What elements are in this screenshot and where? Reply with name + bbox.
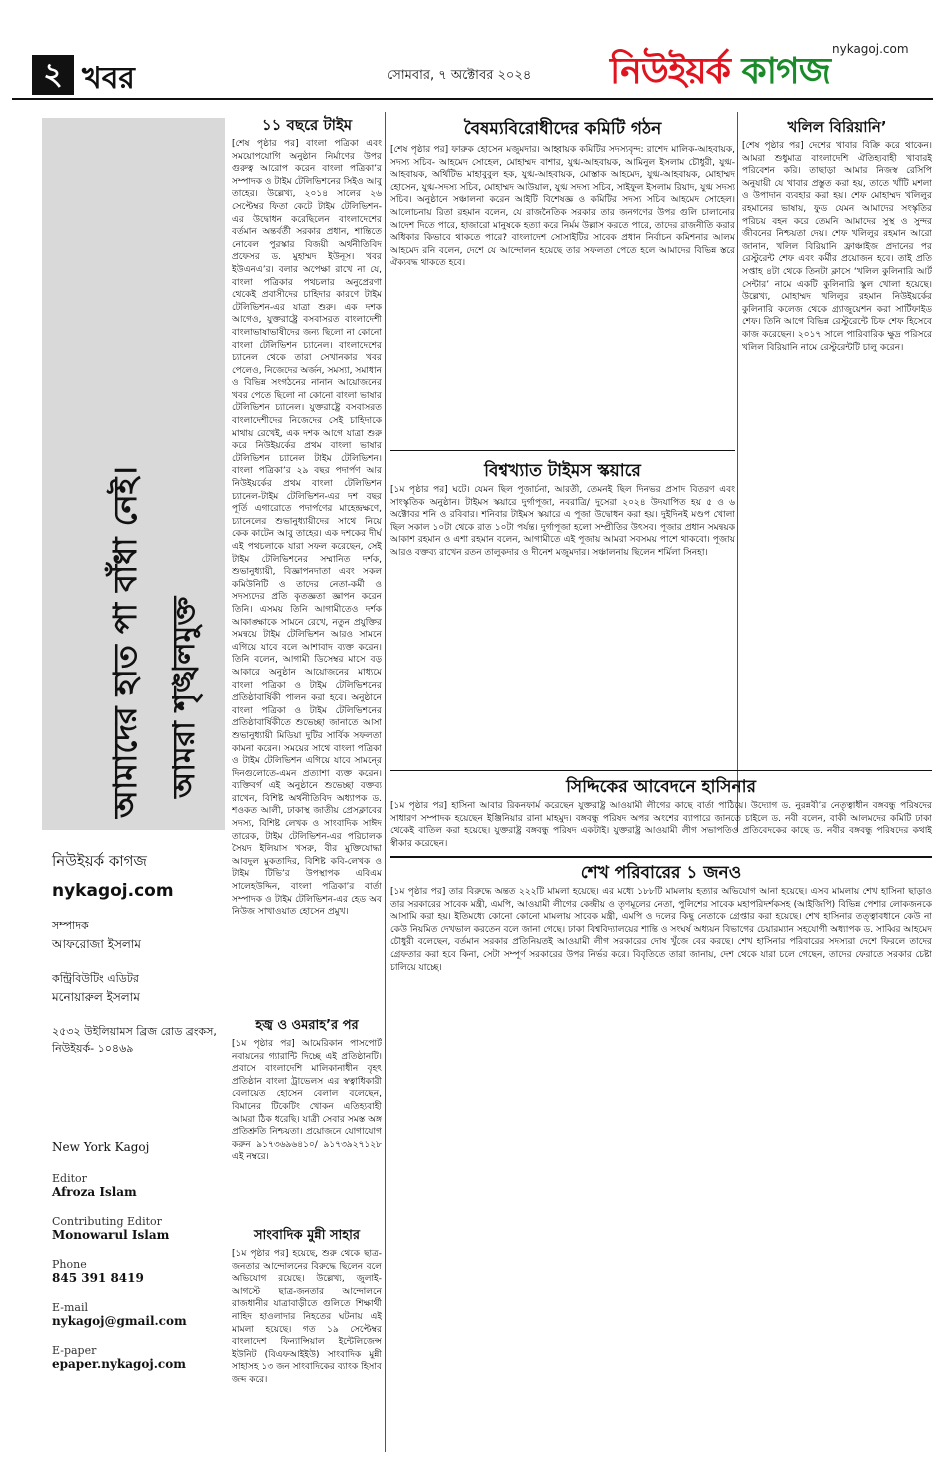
site-url: nykagoj.com (52, 881, 174, 901)
headline-a3: খলিল বিরিয়ানি’ (787, 118, 887, 136)
article-a2: [শেষ পৃষ্ঠার পর] ফারুক হোসেন মজুমদার। আহ্বায়ক কমিটির সদস্যবৃন্দ: রাশেদ মালিক-আহবায়ক, সদস্য সচিব- আহমেদ সোহেল, মোহাম্মদ বাশার, যুগ্ম-আহবায়ক, আমিনুল ইসলাম চৌধুরী, যুগ্ম-আহবায়ক, অর্থিটিভ মাহাবুবুল হক, যুগ্ম-আহবায়ক, মোস্তাক আহমেদ, যুগ্ম-আহবায়ক, মোহাম্মদ হোসেন, যুগ্ম-সদস্য সচিব, মোহাম্মদ আউয়াল, যুগ্ম সদস্য সচিব, সাইফুল ইসলাম রিয়াদ, যুগ্ম সদস্য সচিব। অনুষ্ঠানে সঞ্চালনা করেন আইটি বিশেষজ্ঞ ও কমিটির সদস্য সচিব আহমেদ সোহেল। আলোচনায় রিতা রহমান বলেন, যে রাজনৈতিক সরকার তার জনগণের উপর গুলি চালানোর আদেশ দিতে পারে, হাজারো মানুষকে হত্যা করে নির্মম উল্লাস করতে পারে, তাদের রাজনীতি করার অধিকার কিভাবে থাকতে পারে? বাংলাদেশ সোসাইটির সাবেক প্রধান নির্বাচন কমিশনার আলম আহমেদ রনি বলেন, দেশে যে আন্দোলন হয়েছে তার সফলতা পেতে হলে আমাদের বিভিন্ন স্তরে ঐক্যবদ্ধ থাকতে হবে। (390, 145, 735, 269)
article-a3: [শেষ পৃষ্ঠার পর] দেশের খাবার বিক্রি করে থাকেন। আমরা শুধুমাত্র বাংলাদেশি ঐতিহ্যবাহী খাবারই পরিবেশন করি। তাছাড়া আমার নিজস্ব রেসিপি অনুযায়ী যে খাবার প্রস্তুত করা হয়, তাতে খাঁটি মশলা ও উপাদান ব্যবহার করা হয়। শেফ মোহাম্মদ খলিলুর রহমানের ভাষায়, ফুড যেমন আমাদের সংস্কৃতির পরিচয় বহন করে তেমনি আমাদের সুস্থ ও সুন্দর জীবনের নিশ্চয়তা দেয়। শেফ খলিলুর রহমান আরো জানান, খলিল বিরিয়ানি ফ্রাঞ্চাইজ প্রদানের পর রেস্টুরেন্ট শেফ এবং কর্মীর প্রয়োজন হবে। তাই প্রতি সপ্তাহ ৪টা থেকে তিনটা ক্লাসে ‘খলিল কুলিনারি আর্ট সেন্টার’ নামে একটি কুলিনারি স্কুল খোলা হয়েছে। উল্লেখ্য, মোহাম্মদ খলিলুর রহমান নিউইয়র্কের কুলিনারি কলেজ থেকে গ্র্যাজুয়েশন করা সার্টিফাইড শেফ। তিনি আগে বিভিন্ন রেস্টুরেন্টে চিফ শেফ হিসেবে কাজ করেছেন। ২০১৭ সালে পারিবারিক ক্ষুদ্র পরিসরে খলিল বিরিয়ানি নামে রেস্টুরেন্টটি চালু করেন। (742, 141, 932, 353)
editor-bn: আফরোজা ইসলাম (52, 937, 141, 951)
page-number: ২ (32, 55, 74, 95)
contrib-label-en: Contributing Editor (52, 1215, 162, 1228)
headline-a4: বিশ্বখ্যাত টাইমস স্কয়ারে (484, 461, 641, 481)
headline-a1: ১১ বছরে টাইম (261, 116, 353, 134)
address-bn: ২৫৩২ উইলিয়ামস ব্রিজ রোড ব্রংকস, নিউইয়র্ক- ১০৪৬৯ (52, 1025, 217, 1055)
logo-part2: কাগজ (741, 51, 830, 92)
article-a8: [১ম পৃষ্ঠার পর] হয়েছে, শুরু থেকে ছাত্র-জনতার আন্দোলনের বিরুদ্ধে ছিলেন বলে অভিযোগ রয়েছে। উল্লেখ্য, জুলাই-আগস্টে ছাত্র-জনতার আন্দোলনে রাজধানীর যাত্রাবাড়ীতে গুলিতে শিক্ষার্থী নাহিদ হাওলাদার নিহতের ঘটনায় এই মামলা হয়েছে। গত ১৯ সেপ্টেম্বর বাংলাদেশ ফিন্যান্সিয়াল ইন্টেলিজেন্স ইউনিট (বিএফআইইউ) সাংবাদিক মুন্নী সাহাসহ ১৩ জন সাংবাদিকের ব্যাংক হিসাব জব্দ করে। (232, 1249, 382, 1385)
rule (390, 450, 735, 451)
slogan-line2: আমরা শৃঙ্খলমুক্ত (167, 596, 202, 798)
slogan (42, 118, 225, 830)
rule (390, 856, 932, 858)
headline-a5: সিদ্দিকের আবেদনে হাসিনার (566, 777, 756, 797)
name-bn: নিউইয়র্ক কাগজ (52, 852, 147, 870)
email: nykagoj@gmail.com (52, 1314, 187, 1328)
editor-label-en: Editor (52, 1172, 87, 1185)
contrib-en: Monowarul Islam (52, 1228, 170, 1242)
editor-label-bn: সম্পাদক (52, 919, 89, 932)
masthead-logo (610, 44, 830, 104)
slogan-line1: আমাদের হাত পা বাঁধা নেই। (106, 466, 144, 818)
column-divider (737, 112, 738, 832)
article-a7: [১ম পৃষ্ঠার পর] আমেরিকান পাসপোর্ট নবায়নের গ্যারান্টি দিচ্ছে এই প্রতিষ্ঠানটি। প্রবাসে বাংলাদেশি মালিকানাধীন বৃহৎ প্রতিষ্ঠান বাংলা ট্রাভেলস এর স্বত্বাধিকারী বেলায়েত হোসেন বেলাল বলেছেন, বিমানের টিকেটিং খোকন এতিহ্যবাহী আমরা ঠিক ধরেছি। যাত্রী সেবার সমস্ত অঙ্গ প্রতিশ্রুতি নিশ্চয়তা। প্রয়োজনে যোগাযোগ করুন ৯১৭৩৬৯৬৪১০/ ৯১৭৩৯২৭১২৮ এই নম্বরে। (232, 1039, 382, 1163)
contrib-label-bn: কন্ট্রিবিউটিং এডিটর (52, 972, 139, 985)
article-a6: [১ম পৃষ্ঠার পর] তার বিরুদ্ধে অন্তত ২২২টি মামলা হয়েছে। এর মধ্যে ১৮৮টি মামলায় হত্যার অভিযোগ আনা হয়েছে। এসব মামলায় শেখ হাসিনা ছাড়াও তার সরকারের সাবেক মন্ত্রী, এমপি, আওয়ামী লীগের কেন্দ্রীয় ও তৃণমূলের নেতা, পুলিশের সাবেক মহাপরিদর্শকসহ (আইজিপি) বিভিন্ন পেশার লোকজনকে আসামি করা হয়। ইতিমধ্যে কোনো কোনো মামলায় সাবেক মন্ত্রী, এমপি ও দলের কিছু নেতাকে গ্রেপ্তার করা হয়েছে। শেখ হাসিনার তত্ত্বাবধানে কেউ না কেউ নিয়মিত দেখভাল করতেন বলে জানা গেছে। ঢাকা বিশ্ববিদ্যালয়ের শান্তি ও সংঘর্ষ অধ্যয়ন বিভাগের চেয়ারম্যান সহযোগী অধ্যাপক ড. সাব্বির আহমেদ চৌধুরী বলেছেন, বর্তমান সরকার প্রতিনিয়তই আওয়ামী লীগ সরকারের দোষ খুঁজে বের করছে। শেখ হাসিনার পরিবারের সদস্যরা দেশে ফিরলে তাদের গ্রেফতার করা হবে কিনা, সেটা সম্পূর্ণ সরকারের উপর নির্ভর করে। বিবৃতিতে তারা জানায়, দেশ থেকে যারা চলে গেছেন, তাদের ফেরাতে সরকার চেষ্টা চালিয়ে যাচ্ছে। (390, 887, 932, 973)
rule (390, 770, 932, 771)
column-divider (385, 112, 386, 1452)
article-a4: [১ম পৃষ্ঠার পর] ঘটে। যেমন ছিল পূজার্চনা, আরতী, তেমনই ছিল দিনভর প্রসাদ বিতরণ এবং সাংস্কৃতিক অনুষ্ঠান। টাইমস স্কয়ারে দুর্গাপূজা, নবরাত্রি/ দুসেরা ২০২৪ উদযাপিত হয় ৫ ও ৬ অক্টোবর শনি ও রবিবার। শনিবার টাইমস স্কয়ারে এ পূজা উদ্বোধন করা হয়। দুইদিনই মণ্ডপ খোলা ছিল সকাল ১০টা থেকে রাত ১০টা পর্যন্ত। দুর্গাপূজা হলো সম্প্রীতির উৎসব। পূজার প্রধান সমন্বয়ক আকাশ রহমান ও এশা রহমান বলেন, আগামীতে এই পূজায় আমরা সবসময় পাশে থাকবো। পূজায় আরও বক্তব্য রাখেন রতন তালুকদার ও দীনেশ মজুমদার। সঞ্চালনায় ছিলেন শর্মিলা সিনহা। (390, 485, 735, 558)
section-title: খবর (82, 61, 135, 96)
epaper: epaper.nykagoj.com (52, 1357, 186, 1371)
slogan-panel (42, 118, 225, 830)
phone-label: Phone (52, 1258, 87, 1271)
headline-a6: শেখ পরিবারের ১ জনও (580, 863, 742, 883)
contrib-bn: মনোয়ারুল ইসলাম (52, 990, 140, 1004)
article-a1: [শেষ পৃষ্ঠার পর] বাংলা পত্রিকা এবং সময়োপযোগি অনুষ্ঠান নির্মাণের উপর গুরুত্ব আরোপ করেন বাংলা পত্রিকা’র সম্পাদক ও টাইম টেলিভিশনের সিইও আবু তাহের। উল্লেখ্য, ২০১৪ সালের ২৬ সেপ্টেম্বর ফিতা কেটে টাইম টেলিভিশন-এর উদ্বোধন করেছিলেন বাংলাদেশের বর্তমান অন্তর্বর্তী সরকার প্রধান, শান্তিতে নোবেল পুরস্কার বিজয়ী অর্থনীতিবিদ প্রফেসর ড. মুহাম্মদ ইউনূস। খবর ইউএনএ’র। বলার অপেক্ষা রাখে না যে, বাংলা পত্রিকার পথচলার অনুপ্রেরণা থেকেই প্রবাসীদের চাহিদার কারণে টাইম টেলিভিশন-এর যাত্রা শুরু। এক দশক আগেও, যুক্তরাষ্ট্রে বসবাসরত বাংলাদেশী বাংলাভাষাভাষীদের জন্য ছিলো না কোনো বাংলা টেলিভিশন চ্যানেল। বাংলাদেশের চ্যানেল থেকে তারা সেখানকার খবর পেলেও, নিজেদের অর্জন, সমস্যা, সমাধান ও বিভিন্ন সংগঠনের নানান আয়োজনের খবর পেতে ছিলো না কোনো বাংলা ভাষার টেলিভিশন চ্যানেল। যুক্তরাষ্ট্রে বসবাসরত বাংলাদেশীদের নিজেদের সেই চাহিদাকে মাথায় রেখেই, এক দশক আগে যাত্রা শুরু করে নিউইয়র্কের প্রথম বাংলা ভাষার টেলিভিশন চ্যানেল টাইম টেলিভিশন। বাংলা পত্রিকা’র ২৯ বছর পদার্পণ আর নিউইয়র্কের প্রথম বাংলা টেলিভিশন চ্যানেল-টাইম টেলিভিশন-এর দশ বছর পূর্তি এগারোতে পদার্পণের মাহেন্দ্রক্ষণে, চ্যানেলের শুভানুধ্যায়ীদের সাথে নিয়ে কেক কাটেন আবু তাহের। এক দশকের দীর্ঘ এই পথচলাকে যারা সফল করেছেন, সেই টাইম টেলিভিশনের সম্মানিত দর্শক, শুভানুধ্যায়ী, বিজ্ঞাপনদাতা এবং সকল কমিউনিটি ও তাদের নেতা-কর্মী ও সদস্যদের প্রতি কৃতজ্ঞতা জ্ঞাপন করেন তিনি। এসময় তিনি আগামীতেও দর্শক আকাঙ্ক্ষাকে সামনে রেখে, নতুন প্রযুক্তির সমন্বয়ে টাইম টেলিভিশন আরও সামনে এগিয়ে যাবে বলে আশাবাদ ব্যক্ত করেন। তিনি বলেন, আগামী ডিসেম্বর মাসে বড় আকারে অনুষ্ঠান আয়োজনের মাধ্যমে বাংলা পত্রিকা ও টাইম টেলিভিশনের প্রতিষ্ঠাবার্ষিকী পালন করা হবে। অনুষ্ঠানে বাংলা পত্রিকা ও টাইম টেলিভিশনের প্রতিষ্ঠাবার্ষিকীতে শুভেচ্ছা জানাতে আসা শুভানুধ্যায়ী মিডিয়া দুটির সার্বিক সফলতা কামনা করেন। সময়ের সাথে বাংলা পত্রিকা ও টাইম টেলিভিশন এগিয়ে যাবে সামনে্র দিনগুলোতে-এমন প্রত্যাশা ব্যক্ত করেন। ব্যক্তিবর্গ এই অনুষ্ঠানে শুভেচ্ছা বক্তব্য রাখেন, বিশিষ্ট অর্থনীতিবিদ অধ্যাপক ড. শওকত আলী, ঢাকাস্থ জাতীয় প্রেসক্লাবের সদস্য, বিশিষ্ট লেখক ও সাংবাদিক সাঈদ তারেক, টাইম টেলিভিশন-এর পরিচালক সৈয়দ ইলিয়াস খসরু, বীর মুক্তিযোদ্ধা আবদুল মুকতাদির, বিশিষ্ট কবি-লেখক ও টাইম টিভি’র উপস্থাপক এবিএম সালেহউদ্দিন, বাংলা পত্রিকা’র বার্তা সম্পাদক ও টাইম টেলিভিশন-এর হেড অব নিউজ সাখাওয়াত হোসেন প্রমুখ। (232, 139, 382, 918)
article-a5: [১ম পৃষ্ঠার পর] হাসিনা আবার রিকনফার্ম করেছেন যুক্তরাষ্ট্র আওয়ামী লীগের কাছে বার্তা পাঠিয়ে। উদ্যোগ ড. নুরন্নবী’র নেতৃত্বাধীন বঙ্গবন্ধু পরিষদের সাধারণ সম্পাদক হয়েছেন ইঞ্জিনিয়ার রানা মাহমুদ। বঙ্গবন্ধু পরিষদ অপর অংশের ব্যাপারে জানতে চাইলে ড. নবী বলেন, বাকী আলমদের কমিটি ঢাকা থেকেই বাতিল করা হয়েছে। যুক্তরাষ্ট্র বঙ্গবন্ধু পরিষদ একটাই। যুক্তরাষ্ট্র আওয়ামী লীগ সভাপতিও প্রতিবেদকের কাছে ড. নবীর বঙ্গবন্ধু পরিষদের কথাই স্বীকার করেছেন। (390, 801, 932, 849)
headline-a7: হজ্ব ও ওমরাহ’র পর (255, 1018, 359, 1033)
issue-date: সোমবার, ৭ অক্টোবর ২০২৪ (387, 68, 532, 83)
site-label: nykagoj.com (832, 42, 909, 56)
epaper-label: E-paper (52, 1344, 97, 1357)
imprint-en (52, 1140, 222, 1387)
email-label: E-mail (52, 1301, 88, 1314)
headline-a2: বৈষম্যবিরোধীদের কমিটি গঠন (463, 119, 662, 139)
logo-part1: নিউইয়র্ক (610, 51, 730, 92)
phone: 845 391 8419 (52, 1271, 144, 1285)
imprint-bn (52, 850, 222, 1057)
editor-en: Afroza Islam (52, 1185, 137, 1199)
page-header (12, 42, 933, 100)
name-en: New York Kagoj (52, 1140, 150, 1154)
headline-a8: সাংবাদিক মুন্নী সাহার (253, 1228, 361, 1243)
